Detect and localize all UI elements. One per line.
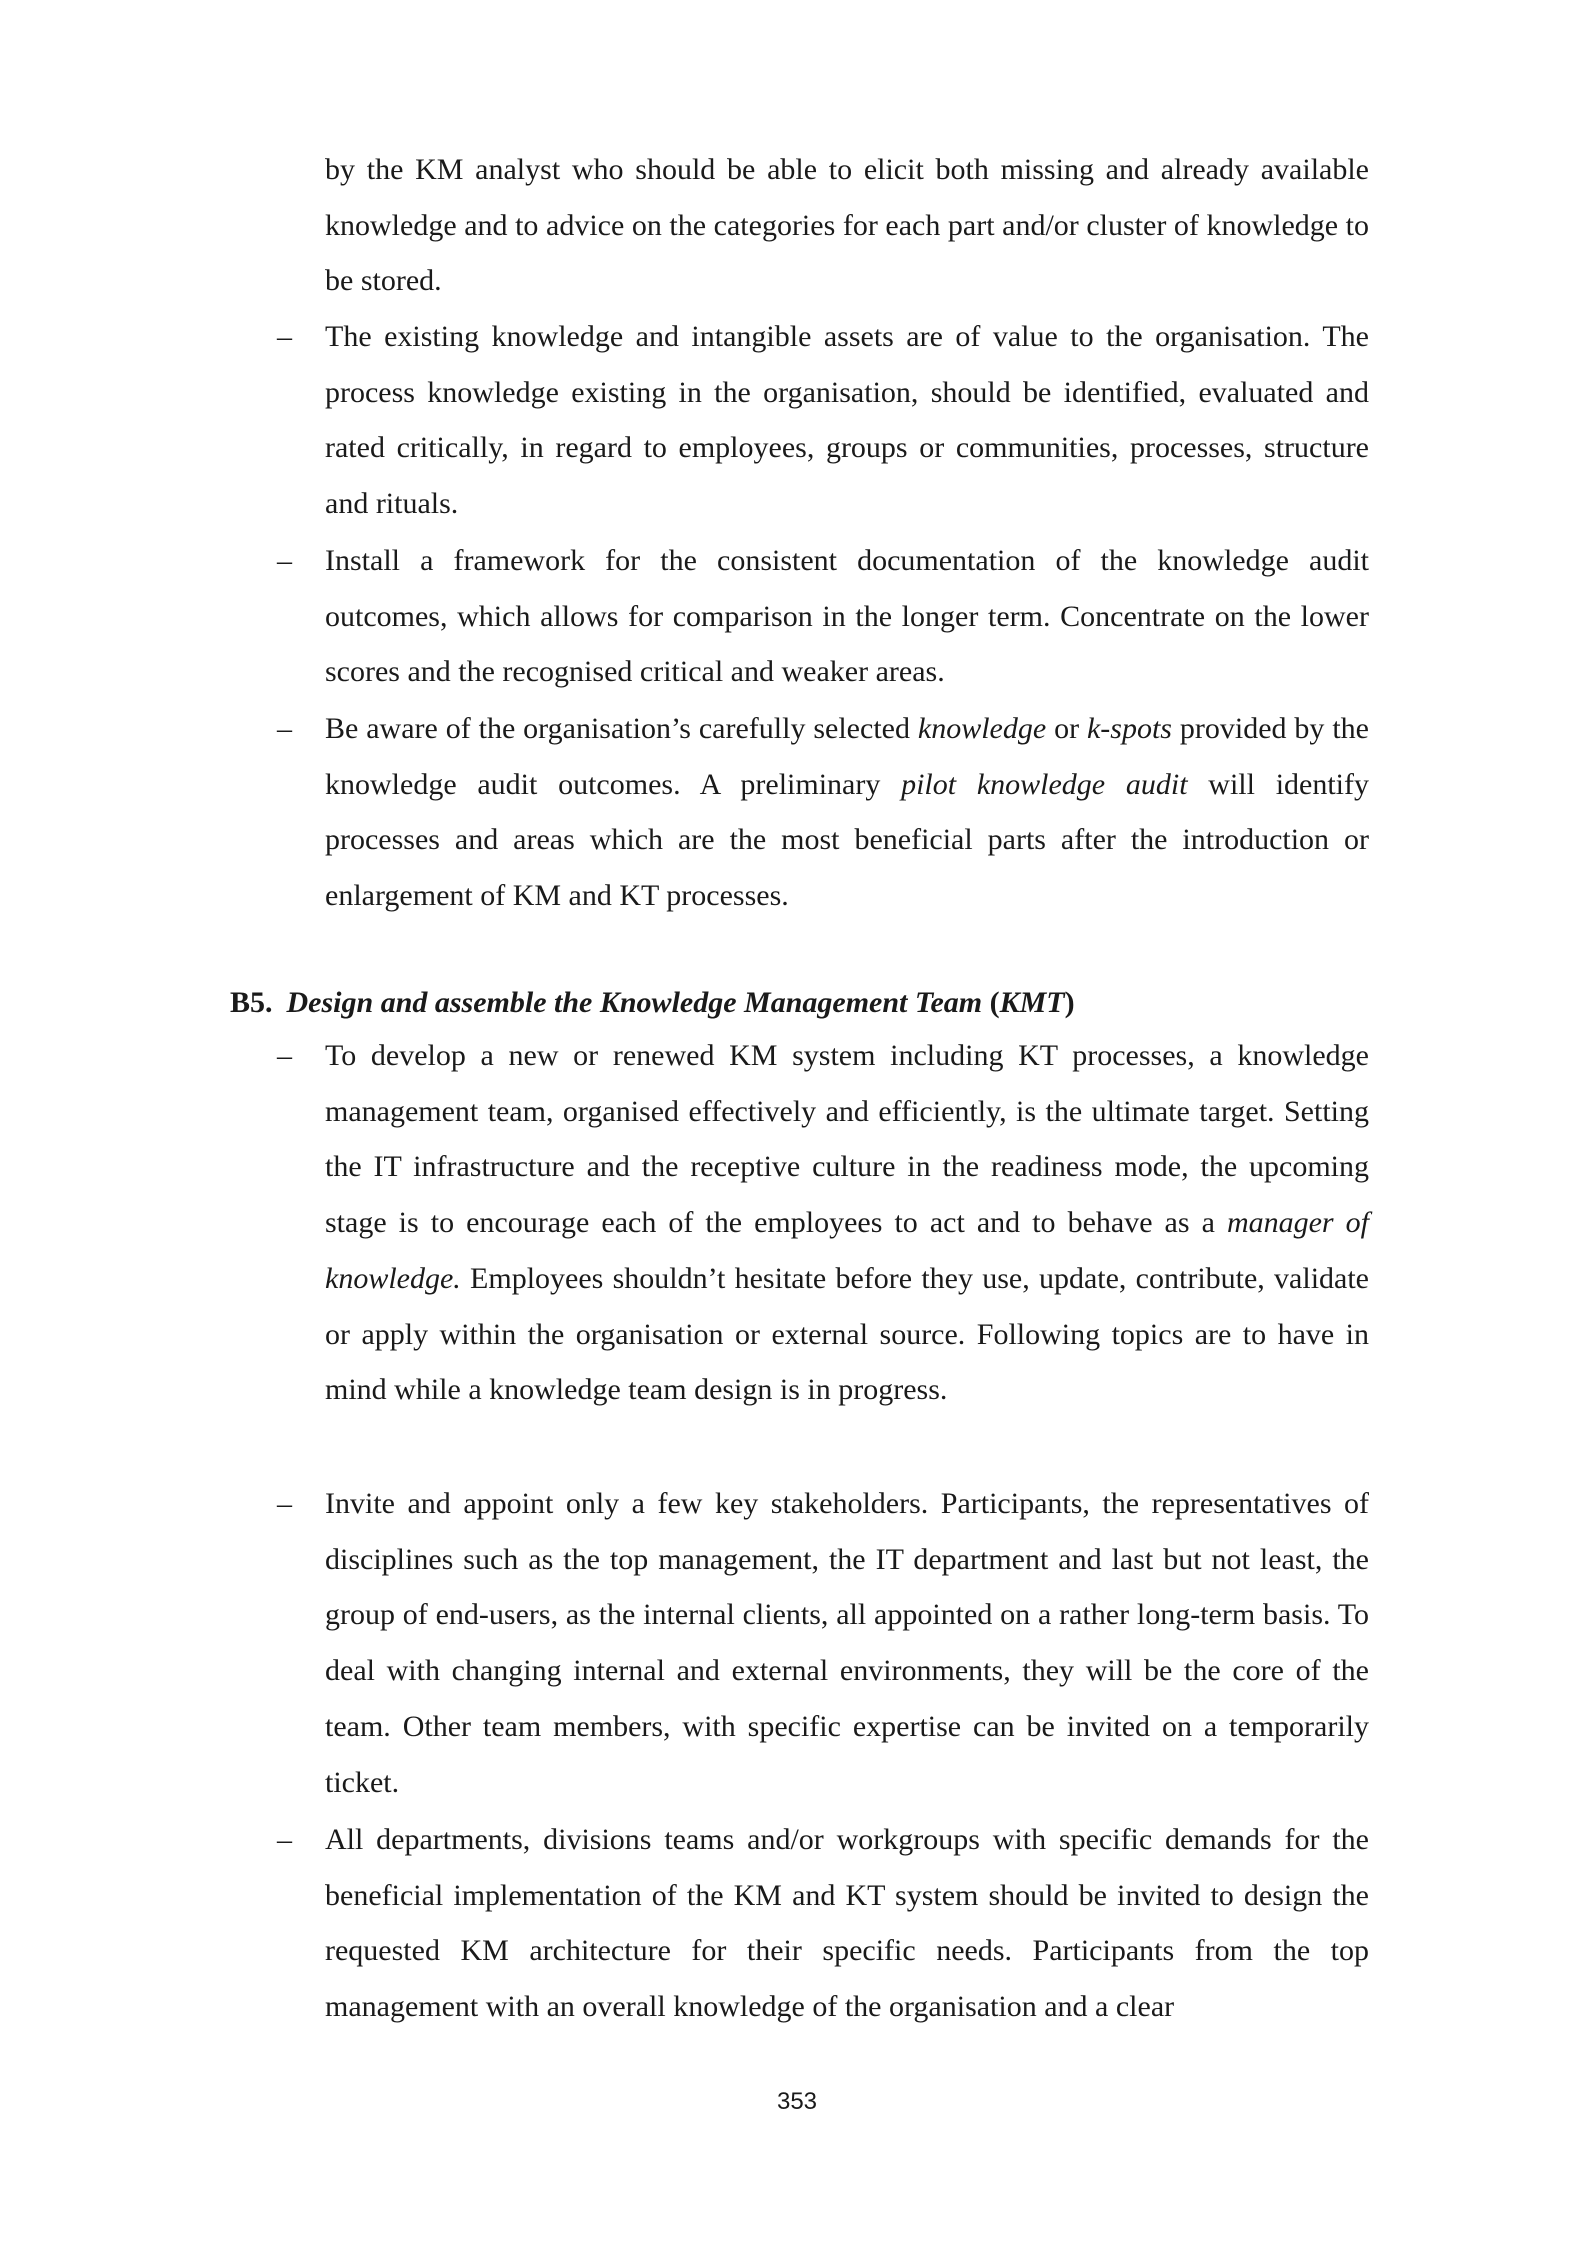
bullet-dash: – [277, 1487, 292, 1520]
bullet-text: Be aware of the organisation’s carefully selected knowledge or k-spots provided by the knowledge audit outcomes. A preliminary pilot knowledge audit will identify processes and areas which are the most beneficial parts after the introduction or enlargement of KM and KT processes. [325, 712, 1370, 913]
bullet-dash: – [277, 1823, 292, 1856]
bullet-item-stakeholders [277, 1476, 1369, 1810]
bullet-text: Install a framework for the consistent documentation of the knowledge audit outcomes, which allows for comparison in the longer term. Concentrate on the lower scores and the recognised critical and weaker areas. [325, 544, 1369, 689]
continuation-paragraph: by the KM analyst who should be able to elicit both missing and already available knowledge and to advice on the categories for each part and/or cluster of knowledge to be stored. [325, 153, 1369, 298]
bullet-text: Invite and appoint only a few key stakeholders. Participants, the representatives of disciplines such as the top management, the IT department and last but not least, the group of end-users, as the internal clients, all appointed on a rather long-term basis. To deal with changing internal and external environments, they will be the core of the team. Other team members, with specific expertise can be invited on a temporarily ticket. [325, 1487, 1369, 1799]
section-number: B5. [230, 986, 273, 1019]
bullet-item-km-team [277, 1028, 1369, 1418]
bullet-item-departments [277, 1812, 1369, 2035]
bullet-text: All departments, divisions teams and/or workgroups with specific demands for the beneficial implementation of the KM and KT system should be invited to design the requested KM architecture for their specific needs. Participants from the top management with an overall knowledge of the organisation and a clear [325, 1823, 1369, 2024]
section-acronym: KMT [999, 986, 1065, 1019]
bullet-item-intangible-assets [277, 309, 1369, 532]
page-number: 353 [776, 2088, 818, 2115]
bullet-dash: – [277, 320, 292, 353]
bullet-dash: – [277, 544, 292, 577]
section-heading-b5: B5. Design and assemble the Knowledge Management Team (KMT) [230, 986, 1075, 1019]
bullet-text: The existing knowledge and intangible assets are of value to the organisation. The process knowledge existing in the organisation, should be identified, evaluated and rated critically, in regard to employees, groups or communities, processes, structure and rituals. [325, 320, 1369, 521]
section-title: Design and assemble the Knowledge Management Team [286, 986, 983, 1019]
bullet-item-framework [277, 533, 1369, 700]
bullet-dash: – [277, 712, 292, 745]
bullet-text: To develop a new or renewed KM system including KT processes, a knowledge management team, organised effectively and efficiently, is the ultimate target. Setting the IT infrastructure and the receptive culture in the readiness mode, the upcoming stage is to encourage each of the employees to act and to behave as a manager of knowledge. Employees shouldn’t hesitate before they use, update, contribute, validate or apply within the organisation or external source. Following topics are to have in mind while a knowledge team design is in progress. [325, 1039, 1369, 1407]
bullet-item-k-spots [277, 701, 1370, 924]
bullet-dash: – [277, 1039, 292, 1072]
